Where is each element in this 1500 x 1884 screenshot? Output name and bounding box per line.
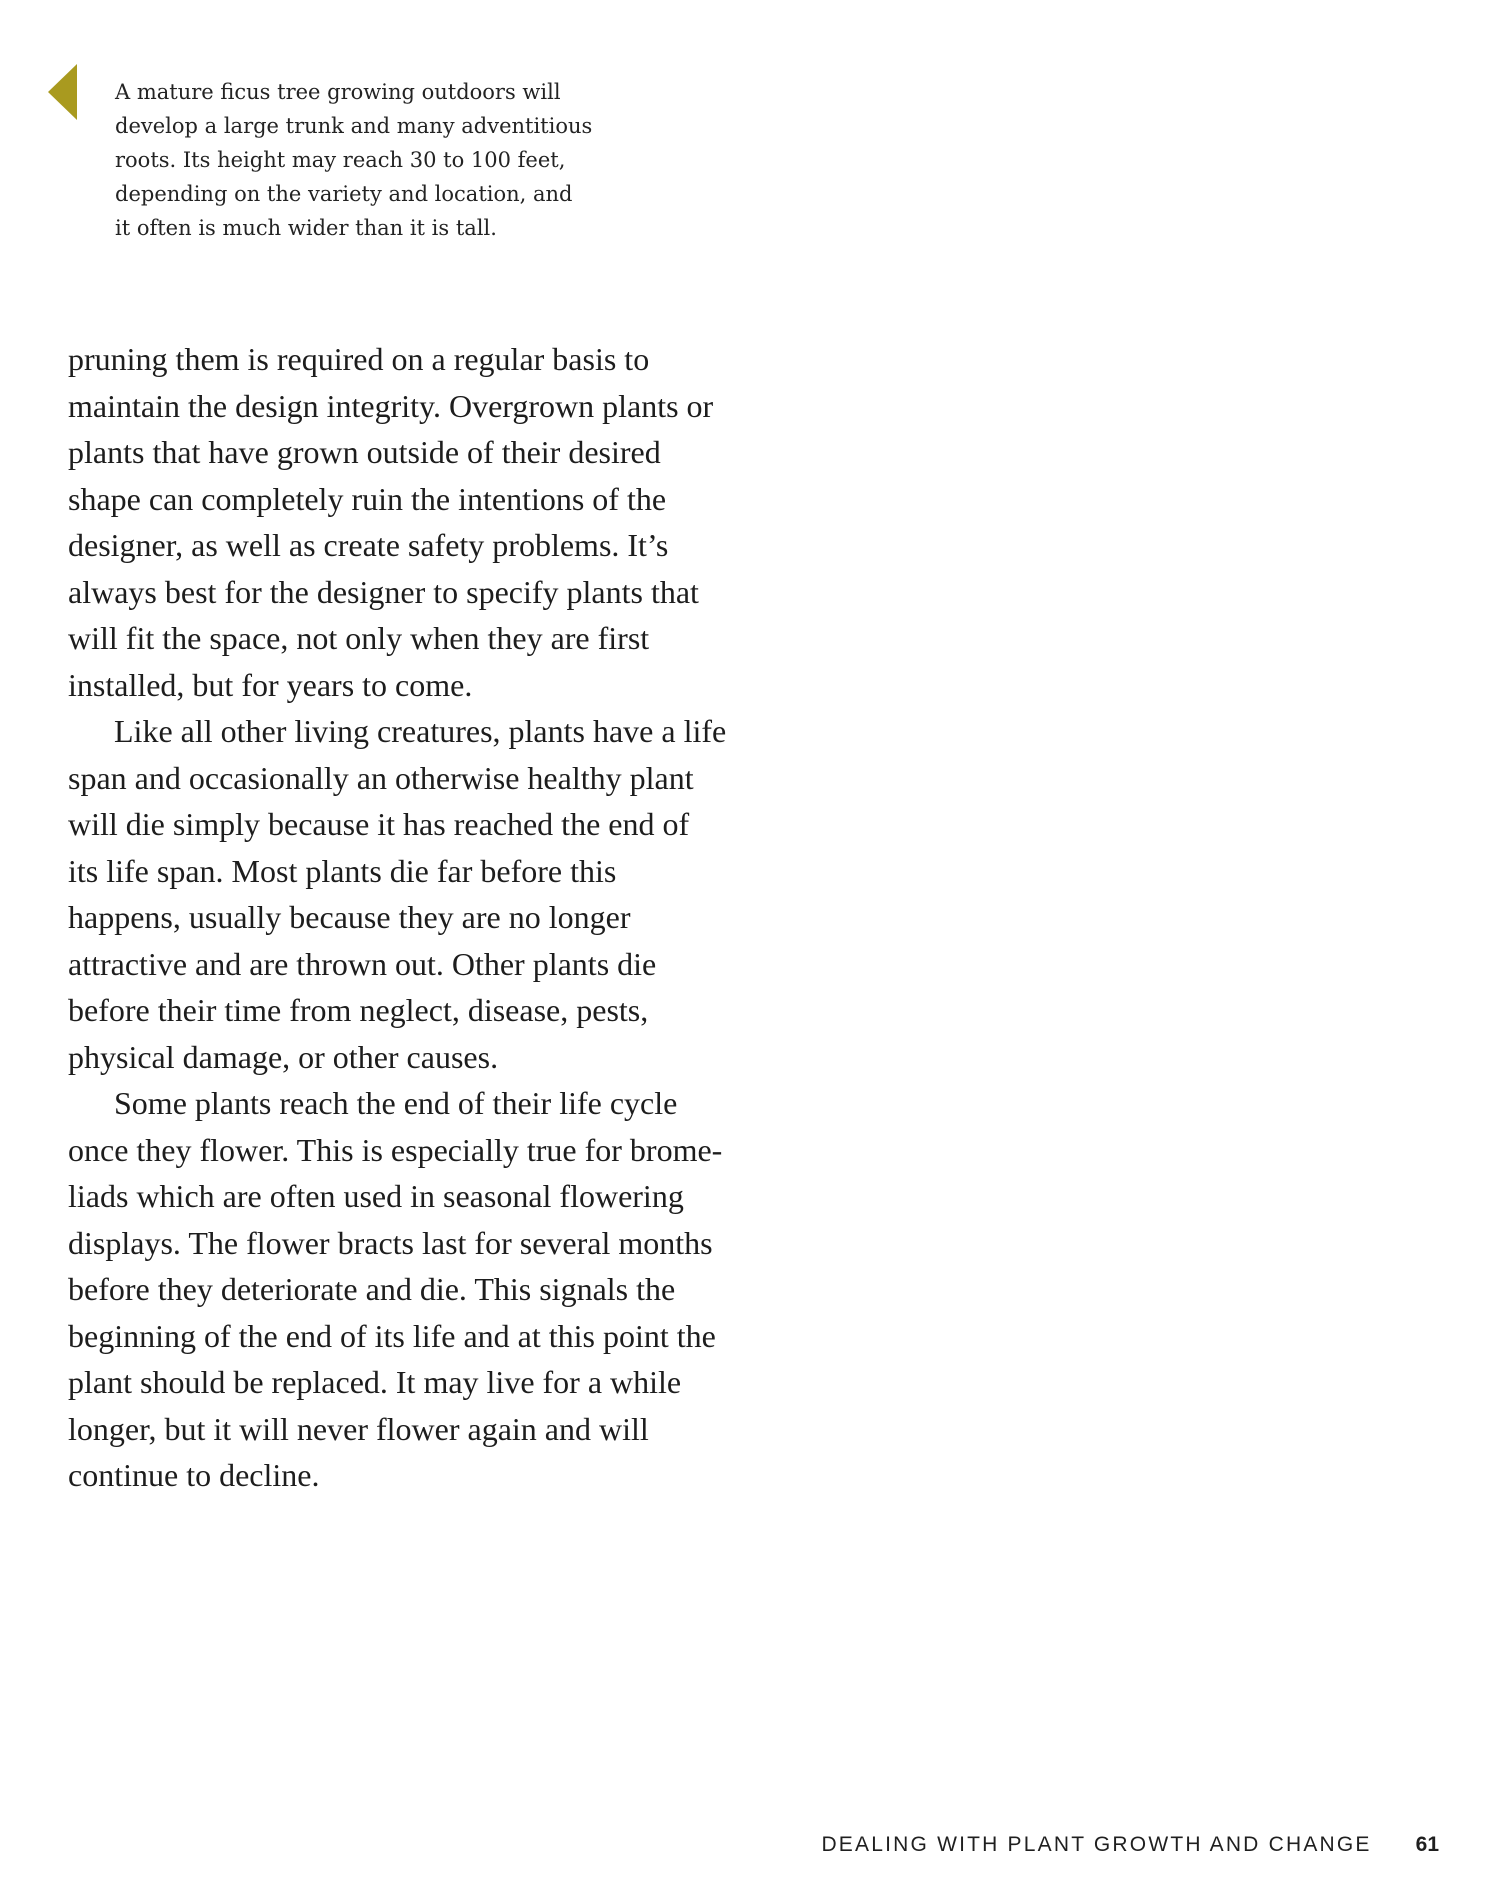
paragraph-3 <box>68 1080 768 1499</box>
text-line: maintain the design integrity. Overgrown plants or <box>68 387 714 424</box>
text-line: installed, but for years to come. <box>68 666 473 703</box>
text-line: plant should be replaced. It may live for a while <box>68 1364 682 1400</box>
text-line: its life span. Most plants die far before this <box>68 852 617 889</box>
text-line: once they flower. This is especially true for brome- <box>68 1131 723 1168</box>
text-line: attractive and are thrown out. Other plants die <box>68 945 657 982</box>
text-line: always best for the designer to specify plants that <box>68 573 699 610</box>
text-line: longer, but it will never flower again and will <box>68 1410 649 1447</box>
paragraph-1 <box>68 336 768 708</box>
paragraph-2 <box>68 708 768 1080</box>
text-line: span and occasionally an otherwise healthy plant <box>68 759 694 796</box>
text-line: happens, usually because they are no longer <box>68 899 631 935</box>
caption-line: develop a large trunk and many adventitious <box>115 114 593 138</box>
text-line: continue to decline. <box>68 1457 320 1493</box>
caption-pointer-icon <box>48 64 77 120</box>
running-title: DEALING WITH PLANT GROWTH AND CHANGE <box>821 1833 1372 1856</box>
text-line: shape can completely ruin the intentions of the <box>68 480 667 517</box>
text-line: Some plants reach the end of their life cycle <box>114 1085 678 1121</box>
text-line: Like all other living creatures, plants have a life <box>114 713 727 749</box>
text-line: before they deteriorate and die. This signals the <box>68 1271 676 1307</box>
caption-line: A mature ficus tree growing outdoors will <box>115 80 561 104</box>
text-line: liads which are often used in seasonal flowering <box>68 1178 684 1214</box>
text-line: pruning them is required on a regular basis to <box>68 341 650 377</box>
text-line: will die simply because it has reached the end of <box>68 806 690 842</box>
caption-line: it often is much wider than it is tall. <box>115 216 497 240</box>
photo-caption <box>115 75 635 245</box>
text-line: plants that have grown outside of their desired <box>68 434 661 470</box>
page-footer <box>821 1833 1439 1857</box>
text-line: will fit the space, not only when they are first <box>68 620 650 656</box>
body-text <box>68 336 768 1499</box>
text-line: physical damage, or other causes. <box>68 1038 499 1075</box>
text-line: displays. The flower bracts last for several months <box>68 1224 713 1261</box>
page-number: 61 <box>1415 1833 1439 1856</box>
caption-line: roots. Its height may reach 30 to 100 feet, <box>115 148 566 172</box>
text-line: designer, as well as create safety problems. It’s <box>68 527 669 563</box>
text-line: before their time from neglect, disease, pests, <box>68 992 649 1028</box>
caption-line: depending on the variety and location, and <box>115 182 573 206</box>
text-line: beginning of the end of its life and at this point the <box>68 1317 716 1354</box>
